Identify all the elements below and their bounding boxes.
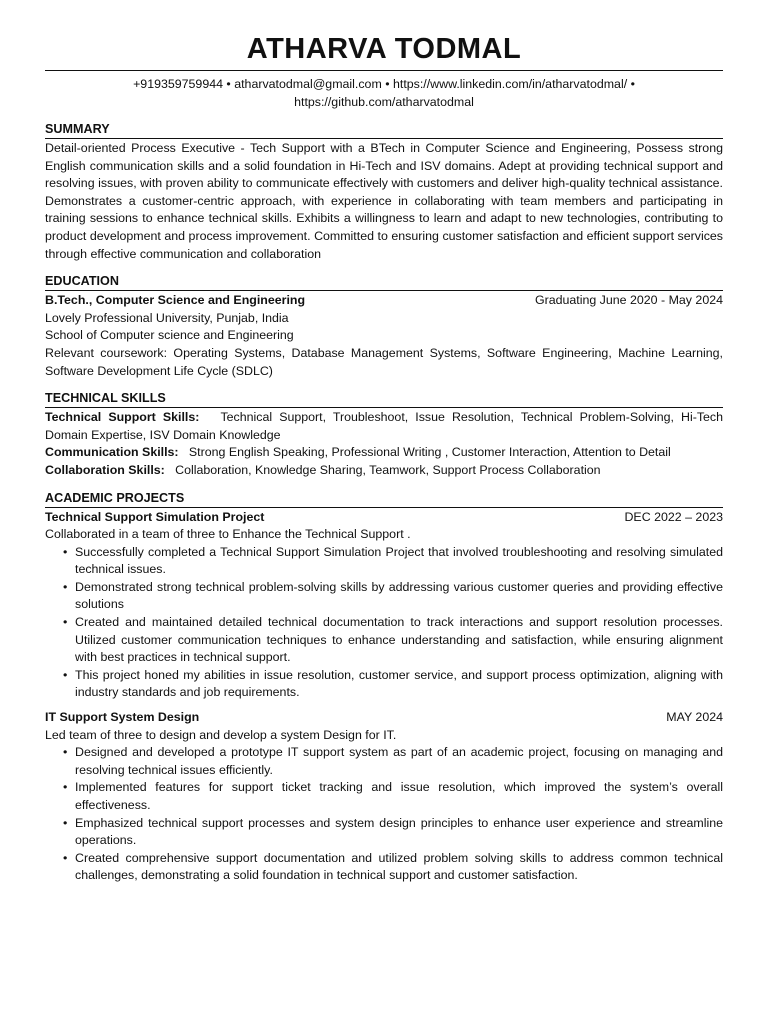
list-item: • Implemented features for support ticket tracking and issue resolution, which improved the system’s overall effectiveness. <box>75 779 723 814</box>
contact-info <box>45 76 723 111</box>
contact-line-1: +919359759944 • atharvatodmal@gmail.com • https://www.linkedin.com/in/atharvatodmal/ • <box>133 77 635 91</box>
education-dates: Graduating June 2020 - May 2024 <box>534 293 723 308</box>
project-date: DEC 2022 – 2023 <box>624 509 723 524</box>
candidate-name: ATHARVA TODMAL <box>246 33 522 65</box>
summary-text: Detail-oriented Process Executive - Tech Support with a BTech in Computer Science and Engineering, Possess strong English communication skills and a solid foundation in Hi-Tech and ISV domains. Adept at providing technical support and resolving issues, with proven ability to communicate effectively with customers and deliver high-quality technical assistance. Demonstrates a customer-centric approach, with experience in collaborating with team members and participating in training sessions to enhance technical skills. Exhibits a willingness to learn and adapt to new technologies, contributing to product development and process improvement. Committed to ensuring customer satisfaction and efficient support services through effective communication and collaboration <box>45 141 723 261</box>
list-item: • Emphasized technical support processes and system design principles to enhance user experience and streamline operations. <box>75 815 723 850</box>
project-intro: Collaborated in a team of three to Enhance the Technical Support . <box>45 527 411 542</box>
skill-label: Technical Support Skills: <box>45 410 200 425</box>
education-heading: EDUCATION <box>45 274 119 289</box>
university: Lovely Professional University, Punjab, India <box>45 310 289 325</box>
skill-value: Collaboration, Knowledge Sharing, Teamwork, Support Process Collaboration <box>175 462 601 477</box>
project-name: Technical Support Simulation Project <box>45 509 265 524</box>
list-item: • This project honed my abilities in issue resolution, customer service, and support process optimization, aligning with industry standards and job requirements. <box>75 667 723 702</box>
summary-heading: SUMMARY <box>45 122 110 136</box>
skill-value: Strong English Speaking, Professional Writing , Customer Interaction, Attention to Detail <box>188 445 671 460</box>
project-date: MAY 2024 <box>666 710 723 725</box>
projects-heading: ACADEMIC PROJECTS <box>45 490 185 505</box>
list-item: • Successfully completed a Technical Support Simulation Project that involved troubleshooting and resolving simulated technical issues. <box>75 544 723 579</box>
project-bullets <box>45 744 723 885</box>
project-name: IT Support System Design <box>45 710 200 725</box>
skill-line-communication <box>45 444 723 462</box>
list-item: • Created and maintained detailed technical documentation to track interactions and support resolution processes. Utilized customer communication techniques to enhance understanding and satisfaction, while ensuring alignment with best practices in technical support. <box>75 614 723 667</box>
skill-line-collaboration <box>45 462 723 480</box>
project-header-row <box>45 509 723 527</box>
list-item: • Designed and developed a prototype IT support system as part of an academic project, focusing on managing and resolving technical issues efficiently. <box>75 744 723 779</box>
list-item: • Created comprehensive support documentation and utilized problem solving skills to address common technical challenges, demonstrating a solid foundation in technical support and customer satisfaction. <box>75 850 723 885</box>
header-divider <box>45 70 723 71</box>
school: School of Computer science and Engineering <box>45 328 294 343</box>
coursework: Relevant coursework: Operating Systems, Database Management Systems, Software Engineering, Machine Learning, Software Development Life Cycle (SDLC) <box>45 345 723 378</box>
project-intro: Led team of three to design and develop a system Design for IT. <box>45 727 397 742</box>
list-item: • Demonstrated strong technical problem-solving skills by addressing various customer queries and providing effective solutions <box>75 579 723 614</box>
education-header-row <box>45 292 723 310</box>
section-divider <box>45 290 723 291</box>
project-header-row <box>45 709 723 727</box>
project-bullets <box>45 544 723 702</box>
section-divider <box>45 407 723 408</box>
skills-heading: TECHNICAL SKILLS <box>45 391 166 406</box>
skill-value: Technical Support, Troubleshoot, Issue Resolution, Technical Problem-Solving, Hi-Tech Domain Expertise, ISV Domain Knowledge <box>45 410 724 442</box>
section-divider <box>45 138 723 139</box>
degree: B.Tech., Computer Science and Engineering <box>45 293 306 308</box>
skill-label: Communication Skills: <box>45 445 179 460</box>
skill-label: Collaboration Skills: <box>45 462 165 477</box>
contact-line-2: https://github.com/atharvatodmal <box>294 94 474 109</box>
section-divider <box>45 507 723 508</box>
skill-line-technical <box>45 409 723 444</box>
